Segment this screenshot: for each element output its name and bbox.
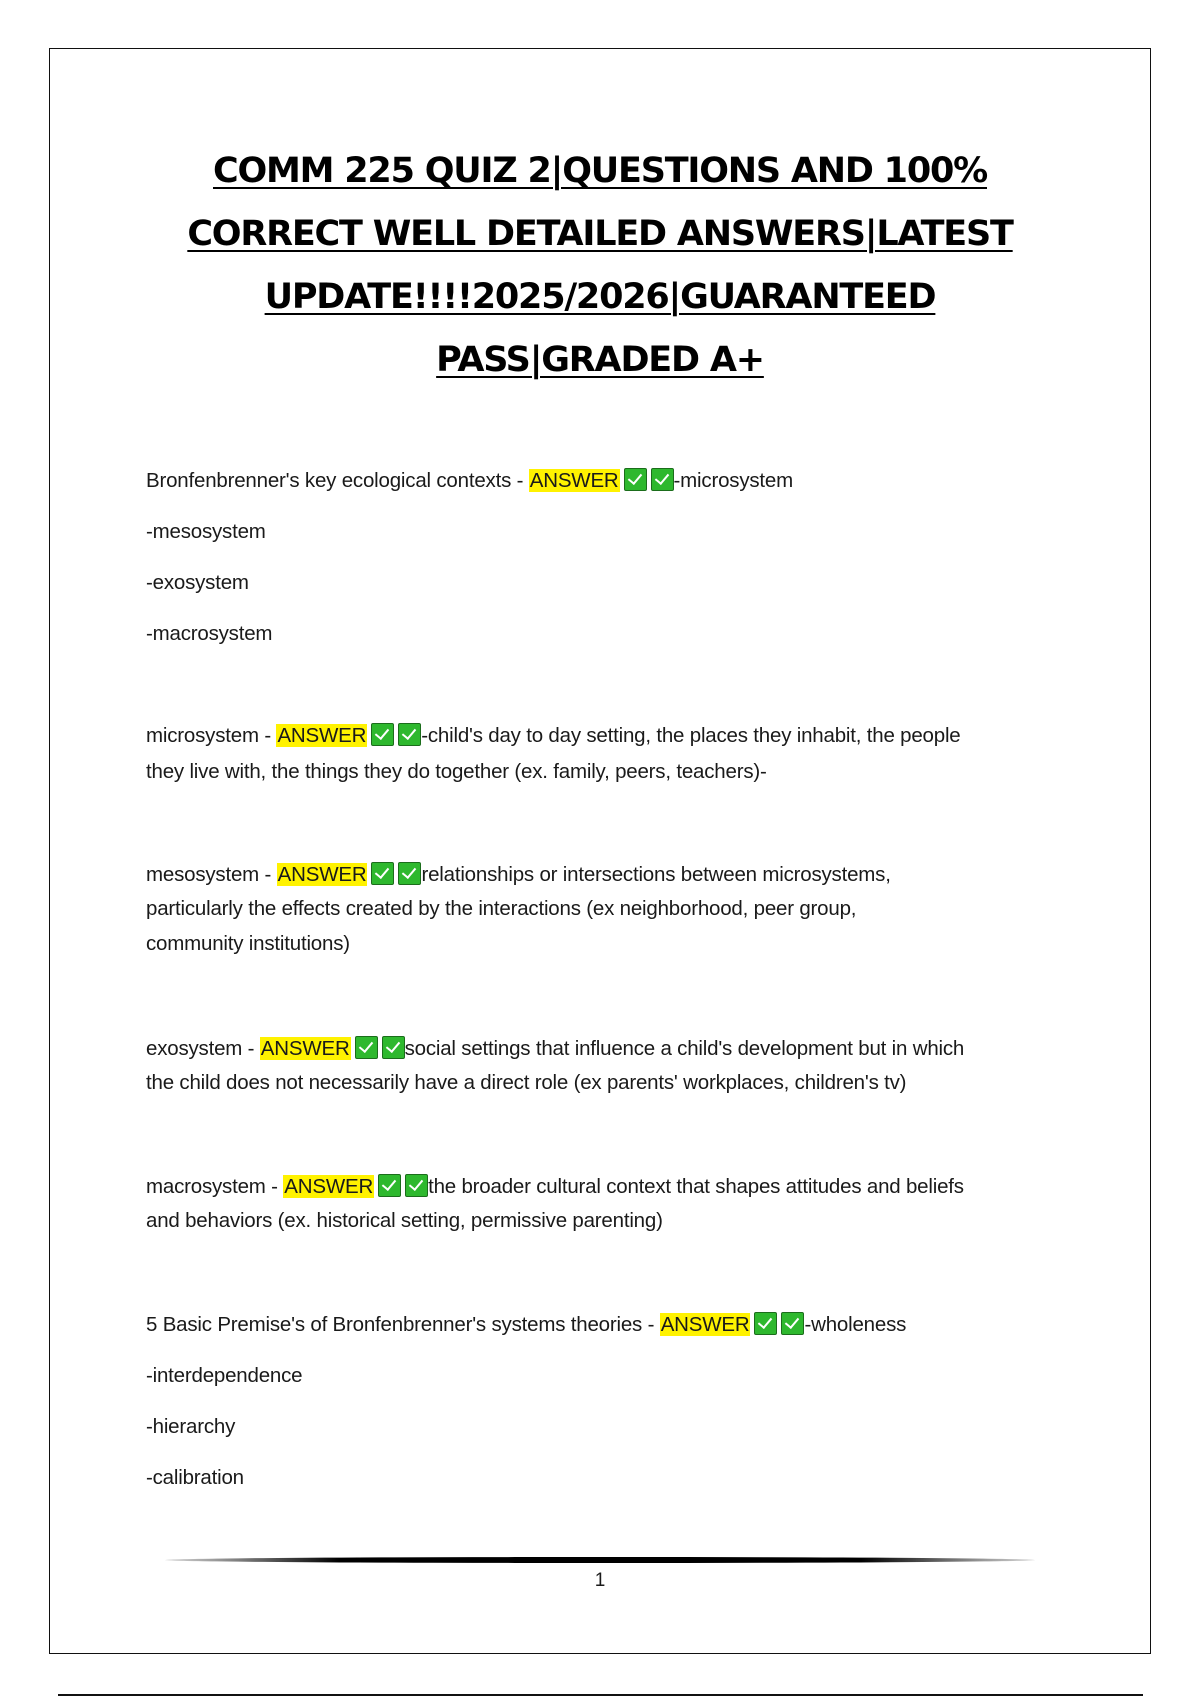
qa-item-microsystem: [146, 719, 961, 753]
qa-answer-line: community institutions): [146, 932, 350, 955]
qa-item-mesosystem: [146, 858, 891, 892]
title-line: COMM 225 QUIZ 2|QUESTIONS AND 100%: [213, 151, 987, 191]
title-line: PASS|GRADED A+: [436, 340, 764, 380]
check-mark-icon: [781, 1312, 804, 1335]
check-mark-icon: [398, 723, 421, 746]
check-mark-icon: [378, 1174, 401, 1197]
check-mark-icon: [355, 1036, 378, 1059]
title-line: CORRECT WELL DETAILED ANSWERS|LATEST: [187, 214, 1013, 254]
qa-item-exosystem: [146, 1032, 964, 1066]
answer-label: ANSWER: [260, 1037, 350, 1060]
qa-answer-text: relationships or intersections between microsystems,: [421, 863, 891, 886]
answer-label: ANSWER: [277, 863, 367, 886]
answer-label: ANSWER: [660, 1313, 750, 1336]
check-mark-icon: [371, 723, 394, 746]
footer-divider: [165, 1557, 1035, 1563]
check-mark-icon: [398, 862, 421, 885]
document-title: [140, 140, 1060, 392]
next-page-edge: [58, 1694, 1143, 1696]
check-mark-icon: [405, 1174, 428, 1197]
qa-term: exosystem -: [146, 1037, 260, 1060]
qa-answer-text: the broader cultural context that shapes attitudes and beliefs: [428, 1175, 964, 1198]
qa-answer-text: -microsystem: [673, 469, 793, 492]
qa-answer-line: -hierarchy: [146, 1415, 236, 1438]
qa-item-macrosystem: [146, 1170, 964, 1204]
page-number: 1: [594, 1570, 606, 1591]
check-mark-icon: [651, 468, 674, 491]
qa-answer-line: -macrosystem: [146, 622, 273, 645]
qa-item-basic-premises: [146, 1308, 906, 1342]
qa-answer-text: -child's day to day setting, the places they inhabit, the people: [421, 724, 961, 747]
qa-answer-line: -calibration: [146, 1466, 244, 1489]
check-mark-icon: [371, 862, 394, 885]
qa-answer-line: particularly the effects created by the interactions (ex neighborhood, peer group,: [146, 897, 857, 920]
qa-term: macrosystem -: [146, 1175, 284, 1198]
qa-answer-line: -interdependence: [146, 1364, 303, 1387]
qa-term: 5 Basic Premise's of Bronfenbrenner's systems theories -: [146, 1313, 660, 1336]
qa-answer-line: -exosystem: [146, 571, 249, 594]
answer-label: ANSWER: [277, 724, 367, 747]
qa-term: Bronfenbrenner's key ecological contexts -: [146, 469, 529, 492]
answer-label: ANSWER: [284, 1175, 374, 1198]
qa-answer-text: -wholeness: [804, 1313, 907, 1336]
qa-item-ecological-contexts: [146, 464, 793, 498]
answer-label: ANSWER: [529, 469, 619, 492]
check-mark-icon: [382, 1036, 405, 1059]
qa-answer-line: they live with, the things they do together (ex. family, peers, teachers)-: [146, 760, 767, 783]
qa-answer-line: and behaviors (ex. historical setting, permissive parenting): [146, 1209, 663, 1232]
check-mark-icon: [624, 468, 647, 491]
qa-answer-line: -mesosystem: [146, 520, 266, 543]
qa-answer-line: the child does not necessarily have a direct role (ex parents' workplaces, children's tv): [146, 1071, 907, 1094]
check-mark-icon: [754, 1312, 777, 1335]
title-line: UPDATE!!!!2025/2026|GUARANTEED: [264, 277, 936, 317]
qa-answer-text: social settings that influence a child's development but in which: [404, 1037, 965, 1060]
qa-term: microsystem -: [146, 724, 277, 747]
qa-term: mesosystem -: [146, 863, 277, 886]
